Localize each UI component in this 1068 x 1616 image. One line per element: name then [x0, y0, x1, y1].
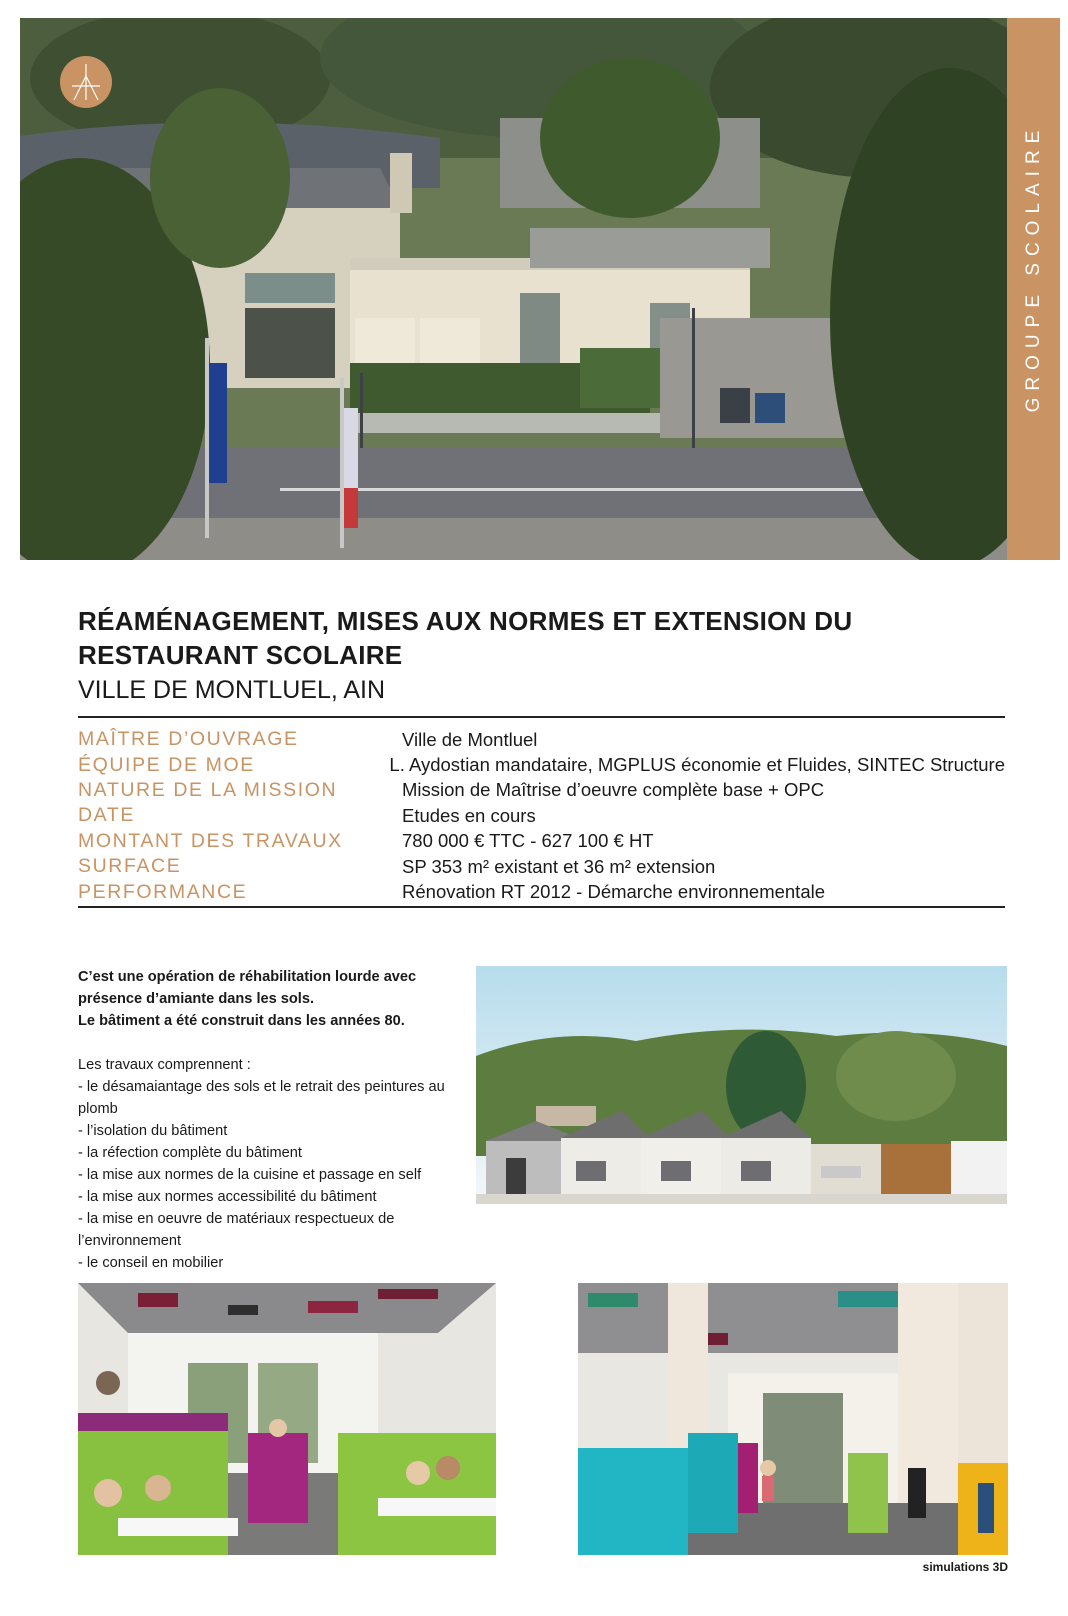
- list-item: - le désamaiantage des sols et le retrait des peintures au plomb: [78, 1076, 478, 1120]
- list-item: - le conseil en mobilier: [78, 1252, 478, 1274]
- info-value: Etudes en cours: [402, 804, 536, 826]
- divider-top: [78, 716, 1005, 718]
- info-row-nature-mission: [78, 778, 1005, 803]
- info-value: SP 353 m² existant et 36 m² extension: [402, 855, 716, 877]
- info-label: ÉQUIPE DE MOE: [78, 753, 255, 776]
- info-label: MONTANT DES TRAVAUX: [78, 829, 343, 852]
- exterior-render: [476, 966, 1007, 1204]
- info-row-equipe-moe: [78, 752, 1005, 777]
- info-label: MAÎTRE D’OUVRAGE: [78, 728, 299, 751]
- exterior-render-image: [476, 966, 1007, 1204]
- project-info-table: [78, 727, 1005, 905]
- category-label: GROUPE SCOLAIRE: [1022, 123, 1044, 413]
- interior-render-dining: [78, 1283, 496, 1555]
- category-band: [1007, 18, 1060, 560]
- school-building-photo: [20, 18, 1007, 560]
- info-row-maitre-ouvrage: [78, 727, 1005, 752]
- info-row-surface: [78, 854, 1005, 879]
- info-value: Mission de Maîtrise d’oeuvre complète base + OPC: [402, 779, 825, 801]
- project-location: VILLE DE MONTLUEL, AIN: [78, 676, 386, 704]
- info-value: Rénovation RT 2012 - Démarche environnementale: [402, 881, 826, 903]
- info-row-montant: [78, 829, 1005, 854]
- dining-room-render-image: [78, 1283, 496, 1555]
- intro-line: C’est une opération de réhabilitation lourde avec présence d’amiante dans les sols.: [78, 969, 417, 1007]
- intro-line: Le bâtiment a été construit dans les années 80.: [78, 1013, 405, 1029]
- info-label: NATURE DE LA MISSION: [78, 778, 338, 801]
- logo-mark-icon: [60, 56, 112, 108]
- render-caption: simulations 3D: [922, 1560, 1008, 1574]
- list-item: - la réfection complète du bâtiment: [78, 1142, 478, 1164]
- list-item: - la mise aux normes accessibilité du bâtiment: [78, 1186, 478, 1208]
- description-intro: [78, 966, 478, 1032]
- info-row-performance: [78, 879, 1005, 904]
- interior-render-entrance: [578, 1283, 1008, 1555]
- entrance-render-image: [578, 1283, 1008, 1555]
- hero-photo: [20, 18, 1007, 560]
- info-label: DATE: [78, 804, 135, 827]
- project-title: RÉAMÉNAGEMENT, MISES AUX NORMES ET EXTENSION DU RESTAURANT SCOLAIRE: [78, 606, 853, 670]
- company-logo: [60, 56, 112, 108]
- project-description: [78, 966, 478, 1274]
- info-value: 780 000 € TTC - 627 100 € HT: [402, 830, 654, 852]
- divider-bottom: [78, 906, 1005, 908]
- list-item: - l’isolation du bâtiment: [78, 1120, 478, 1142]
- works-title: Les travaux comprennent :: [78, 1057, 251, 1073]
- list-item: - la mise en oeuvre de matériaux respectueux de l’environnement: [78, 1208, 478, 1252]
- info-row-date: [78, 803, 1005, 828]
- works-list: [78, 1076, 478, 1274]
- list-item: - la mise aux normes de la cuisine et passage en self: [78, 1164, 478, 1186]
- info-label: PERFORMANCE: [78, 880, 248, 903]
- info-value: L. Aydostian mandataire, MGPLUS économie et Fluides, SINTEC Structure: [389, 754, 1005, 776]
- info-label: SURFACE: [78, 855, 182, 878]
- info-value: Ville de Montluel: [402, 728, 538, 750]
